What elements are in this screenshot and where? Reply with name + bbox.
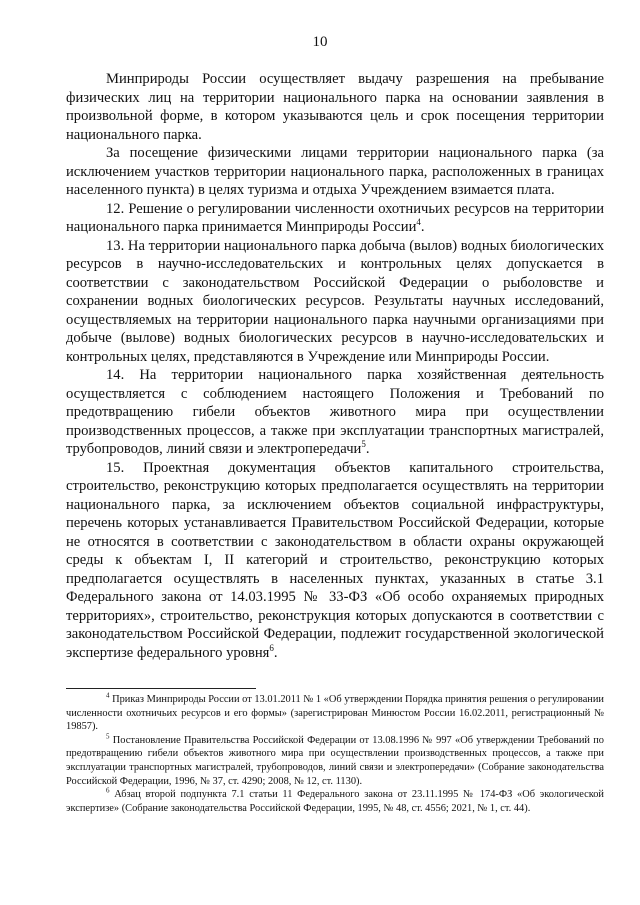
- paragraph-15: 15. Проектная документация объектов капитального строительства, строительство, реконструкцию которых предполагается осуществлять на территории национального парка, за исключением объектов социальной инфраструктуры, перечень которых устанавливается Правительством Российской Федерации, которые не относятся в соответствии с законодательством в области охраны окружающей среды к объектам I, II категорий и строительство, реконструкцию которых предполагается осуществлять в населенных пунктах, указанных в статье 3.1 Федерального закона от 14.03.1995 № 33-ФЗ «Об особо охраняемых природных территориях», строительство, реконструкция которых допускаются в соответствии с законодательством Российской Федерации, подлежит государственной экологической экспертизе федерального уровня$^6$.: [66, 459, 604, 661]
- footnote-ref-6[interactable]: 6: [269, 642, 274, 653]
- paragraph-12: 12. Решение о регулировании численности охотничьих ресурсов на территории национального парка принимается Минприроды России$^4$.: [66, 200, 604, 235]
- paragraph-14: 14. На территории национального парка хозяйственная деятельность осуществляется с соблюдением настоящего Положения и Требований по предотвращению гибели объектов животного мира при осуществлении производственных процессов, а также при эксплуатации транспортных магистралей, трубопроводов, линий связи и электропередачи$^5$.: [66, 367, 604, 457]
- paragraph-13: 13. На территории национального парка добыча (вылов) водных биологических ресурсов в научно-исследовательских и контрольных целях допускается в соответствии с законодательством Российской Федерации о рыболовстве и сохранении водных биологических ресурсов. Результаты научных исследований, осуществляемых на территории национального парка научными организациями при добыче (вылове) водных биологических ресурсов в научно-исследовательских и контрольных целях, представляются в Учреждение или Минприроды России.: [66, 237, 604, 365]
- footnotes: [66, 693, 604, 815]
- page-number: 10: [312, 34, 328, 50]
- paragraph-permit: Минприроды России осуществляет выдачу разрешения на пребывание физических лиц на территории национального парка на основании заявления в произвольной форме, в котором указываются цель и срок посещения территории национального парка.: [66, 71, 604, 143]
- footnote-ref-4[interactable]: 4: [416, 217, 421, 228]
- footnote-4: $^4$ Приказ Минприроды России от 13.01.2011 № 1 «Об утверждении Порядка принятия решения о регулировании численности охотничьих ресурсов и его формы» (зарегистрирован Минюстом России 16.02.2011, регистрационный № 19857).: [66, 691, 604, 733]
- footnote-separator: [66, 688, 256, 689]
- footnote-6: $^6$ Абзац второй подпункта 7.1 статьи 11 Федерального закона от 23.11.1995 № 174-ФЗ «Об экологической экспертизе» (Собрание законодательства Российской Федерации, 1995, № 48, ст. 4556; 2021, № 1, ст. 44).: [66, 786, 604, 814]
- paragraph-visit-fee: За посещение физическими лицами территории национального парка (за исключением участков территории национального парка, расположенных в границах населенного пункта) в целях туризма и отдыха Учреждением взимается плата.: [66, 145, 604, 198]
- footnote-ref-5[interactable]: 5: [361, 439, 366, 450]
- footnote-5: $^5$ Постановление Правительства Российской Федерации от 13.08.1996 № 997 «Об утверждении Требований по предотвращению гибели объектов животного мира при осуществлении производственных процессов, а также при эксплуатации транспортных магистралей, трубопроводов, линий связи и электропередачи» (Собрание законодательства Российской Федерации, 1996, № 37, ст. 4290; 2008, № 12, ст. 1130).: [66, 732, 604, 787]
- document-body: [66, 70, 604, 662]
